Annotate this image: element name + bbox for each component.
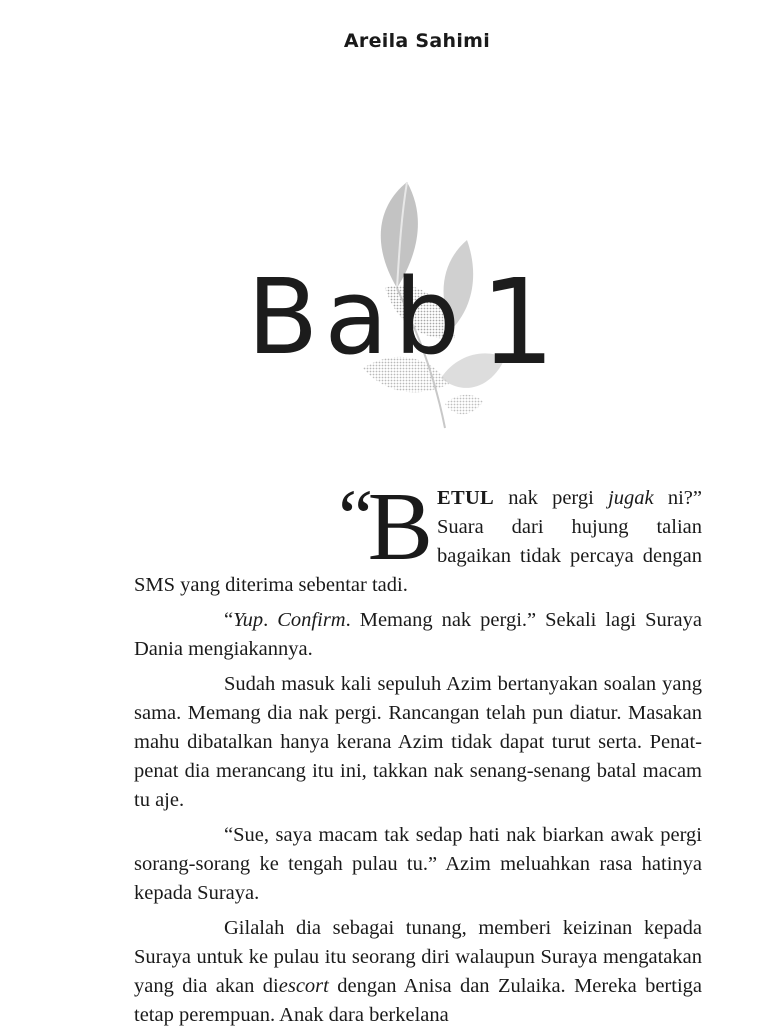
paragraph-2	[134, 606, 702, 664]
leaf-tiny	[445, 395, 483, 415]
paragraph-5-text-a: Gilalah dia sebagai tunang, memberi keizinan kepada Suraya untuk ke pulau itu seorang diri walaupun Suraya mengatakan yang dia akan di	[134, 917, 702, 997]
opening-quote-mark: “	[338, 473, 373, 560]
paragraph-4: “Sue, saya macam tak sedap hati nak biarkan awak pergi sorang-sorang ke tengah pulau tu.” Azim meluahkan rasa hatinya kepada Suraya.	[134, 824, 702, 904]
author-name: Areila Sahimi	[343, 30, 491, 52]
paragraph-2-text-a: “	[224, 609, 234, 631]
chapter-title	[247, 252, 562, 391]
lead-in-caps: ETUL	[437, 487, 495, 509]
body-text	[134, 473, 703, 1036]
drop-cap-letter: B	[367, 473, 433, 581]
paragraph-1-text-b: ni?” Suara dari hujung talian bagaikan tidak percaya dengan SMS yang diterima sebentar tadi.	[134, 487, 702, 596]
paragraph-5-text-b: dengan Anisa dan Zulaika. Mereka bertiga tetap perempuan. Anak dara berkelana	[134, 975, 703, 1026]
paragraph-2-text-c: . Memang nak pergi.” Sekali lagi Suraya Dania mengiakannya.	[134, 609, 702, 660]
paragraph-1-text-a: nak pergi	[494, 487, 609, 509]
paragraph-2-text-b: .	[263, 609, 278, 631]
paragraph-5-italic: escort	[278, 975, 329, 997]
paragraph-2-italic-a: Yup	[233, 609, 264, 631]
paragraph-1	[134, 473, 702, 600]
paragraph-2-italic-b: Confirm	[277, 609, 346, 631]
chapter-label: Bab	[247, 256, 467, 378]
paragraph-1-italic: jugak	[608, 487, 654, 509]
chapter-number: 1	[480, 253, 562, 391]
paragraph-3: Sudah masuk kali sepuluh Azim bertanyakan soalan yang sama. Memang dia nak pergi. Rancangan telah pun diatur. Masakan mahu dibatalkan hanya kerana Azim tidak dapat turut serta. Penat-penat dia merancang itu ini, takkan nak senang-senang batal macam tu aje.	[134, 673, 702, 811]
paragraph-5	[134, 914, 702, 1030]
drop-cap-block	[134, 473, 437, 581]
